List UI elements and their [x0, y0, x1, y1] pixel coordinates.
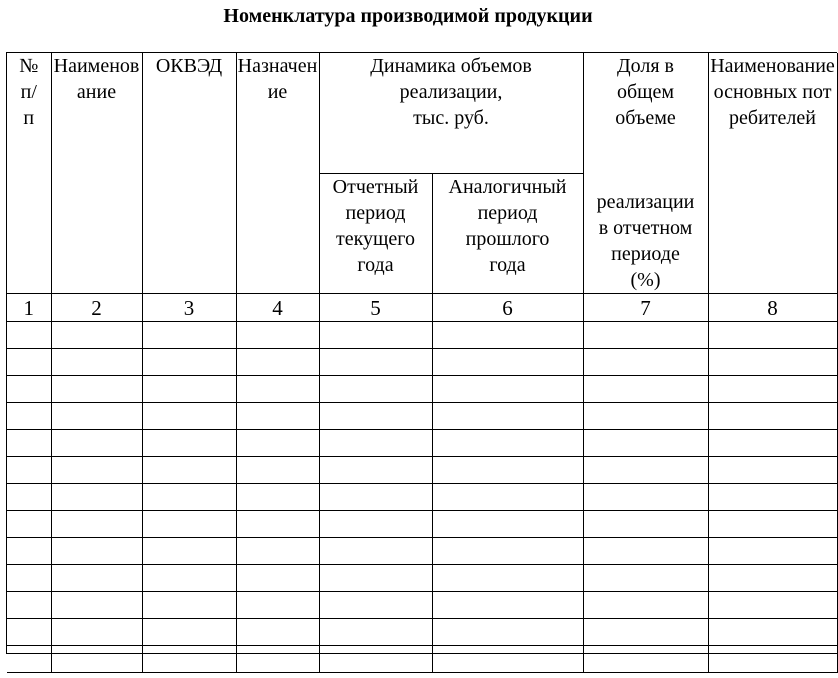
table-cell: [319, 592, 432, 619]
table-cell: [708, 592, 837, 619]
table-cell: [319, 646, 432, 673]
table-cell: [51, 430, 142, 457]
table-cell: [7, 619, 51, 646]
table-cell: [142, 484, 236, 511]
table-cell: [236, 619, 319, 646]
table-cell: [432, 592, 583, 619]
column-number: 4: [236, 294, 319, 322]
table-row: [7, 457, 837, 484]
column-number: 3: [142, 294, 236, 322]
table-row: [7, 646, 837, 673]
table-cell: [142, 349, 236, 376]
table-cell: [432, 403, 583, 430]
table-cell: [142, 430, 236, 457]
table-cell: [432, 646, 583, 673]
table-cell: [583, 376, 708, 403]
table-cell: [236, 457, 319, 484]
table-cell: [583, 322, 708, 349]
table-cell: [708, 565, 837, 592]
table-cell: [142, 646, 236, 673]
nomenclature-table-frame: [6, 52, 837, 654]
table-cell: [708, 430, 837, 457]
table-cell: [432, 430, 583, 457]
table-cell: [319, 484, 432, 511]
table-cell: [236, 376, 319, 403]
table-cell: [236, 565, 319, 592]
table-row: [7, 538, 837, 565]
table-cell: [432, 538, 583, 565]
table-row: [7, 484, 837, 511]
table-row: [7, 511, 837, 538]
table-cell: [236, 322, 319, 349]
table-cell: [51, 592, 142, 619]
table-cell: [432, 511, 583, 538]
table-cell: [7, 430, 51, 457]
table-cell: [51, 538, 142, 565]
table-cell: [583, 646, 708, 673]
header-share: [583, 53, 708, 294]
table-cell: [51, 565, 142, 592]
column-number: 1: [7, 294, 51, 322]
table-cell: [7, 592, 51, 619]
header-sales-dynamics: Динамика объемов реализации, тыс. руб.: [319, 53, 583, 173]
table-cell: [708, 511, 837, 538]
table-cell: [7, 376, 51, 403]
table-row: [7, 403, 837, 430]
table-cell: [432, 457, 583, 484]
table-cell: [236, 592, 319, 619]
table-cell: [583, 511, 708, 538]
table-cell: [432, 376, 583, 403]
table-cell: [432, 565, 583, 592]
table-cell: [7, 457, 51, 484]
table-cell: [142, 403, 236, 430]
table-cell: [319, 457, 432, 484]
header-current-period: Отчетный период текущего года: [319, 173, 432, 293]
header-share-top: Доля в общем объеме: [615, 55, 676, 129]
table-cell: [319, 619, 432, 646]
table-cell: [51, 376, 142, 403]
table-cell: [319, 322, 432, 349]
table-cell: [51, 484, 142, 511]
table-row: [7, 619, 837, 646]
table-row: [7, 430, 837, 457]
table-cell: [51, 403, 142, 430]
table-cell: [432, 484, 583, 511]
table-cell: [51, 457, 142, 484]
table-cell: [708, 403, 837, 430]
header-previous-period: Аналогичный период прошлого года: [432, 173, 583, 293]
table-cell: [708, 349, 837, 376]
table-cell: [142, 619, 236, 646]
table-cell: [583, 592, 708, 619]
table-cell: [51, 511, 142, 538]
table-cell: [7, 565, 51, 592]
table-cell: [319, 430, 432, 457]
table-cell: [7, 538, 51, 565]
table-cell: [583, 538, 708, 565]
table-cell: [708, 646, 837, 673]
table-cell: [319, 511, 432, 538]
header-row-number: № п/ п: [7, 53, 51, 294]
table-cell: [708, 538, 837, 565]
column-numbers-row: [7, 294, 837, 322]
table-cell: [319, 403, 432, 430]
header-main-consumers: Наименование основных потребителей: [708, 53, 837, 294]
table-cell: [7, 349, 51, 376]
table-cell: [236, 430, 319, 457]
table-cell: [51, 322, 142, 349]
table-cell: [583, 403, 708, 430]
table-cell: [319, 376, 432, 403]
table-cell: [7, 403, 51, 430]
table-cell: [142, 376, 236, 403]
column-number: 8: [708, 294, 837, 322]
table-cell: [432, 322, 583, 349]
column-number: 5: [319, 294, 432, 322]
table-cell: [51, 619, 142, 646]
table-cell: [432, 349, 583, 376]
table-cell: [319, 538, 432, 565]
table-cell: [7, 511, 51, 538]
table-cell: [583, 457, 708, 484]
table-cell: [236, 511, 319, 538]
table-cell: [7, 484, 51, 511]
table-cell: [142, 565, 236, 592]
table-cell: [142, 457, 236, 484]
table-cell: [7, 646, 51, 673]
document-title: Номенклатура производимой продукции: [223, 5, 593, 27]
table-cell: [583, 484, 708, 511]
table-cell: [236, 403, 319, 430]
table-cell: [319, 565, 432, 592]
table-cell: [708, 619, 837, 646]
column-number: 7: [583, 294, 708, 322]
header-purpose: Назначение: [236, 53, 319, 294]
table-cell: [583, 349, 708, 376]
table-cell: [142, 511, 236, 538]
table-row: [7, 592, 837, 619]
table-cell: [51, 646, 142, 673]
nomenclature-table: [7, 53, 838, 673]
table-cell: [236, 646, 319, 673]
table-cell: [583, 565, 708, 592]
column-number: 6: [432, 294, 583, 322]
table-row: [7, 376, 837, 403]
table-cell: [708, 376, 837, 403]
column-number: 2: [51, 294, 142, 322]
table-cell: [236, 538, 319, 565]
table-cell: [236, 349, 319, 376]
table-row: [7, 322, 837, 349]
table-row: [7, 565, 837, 592]
table-cell: [708, 457, 837, 484]
table-cell: [142, 592, 236, 619]
table-cell: [708, 484, 837, 511]
table-cell: [432, 619, 583, 646]
table-row: [7, 349, 837, 376]
table-cell: [7, 322, 51, 349]
header-okved: ОКВЭД: [142, 53, 236, 294]
table-cell: [583, 619, 708, 646]
table-cell: [583, 430, 708, 457]
table-cell: [142, 538, 236, 565]
table-cell: [142, 322, 236, 349]
table-cell: [51, 349, 142, 376]
table-cell: [236, 484, 319, 511]
header-share-bottom: реализации в отчетном периоде (%): [596, 191, 695, 291]
header-name: Наименование: [51, 53, 142, 294]
table-cell: [708, 322, 837, 349]
table-cell: [319, 349, 432, 376]
